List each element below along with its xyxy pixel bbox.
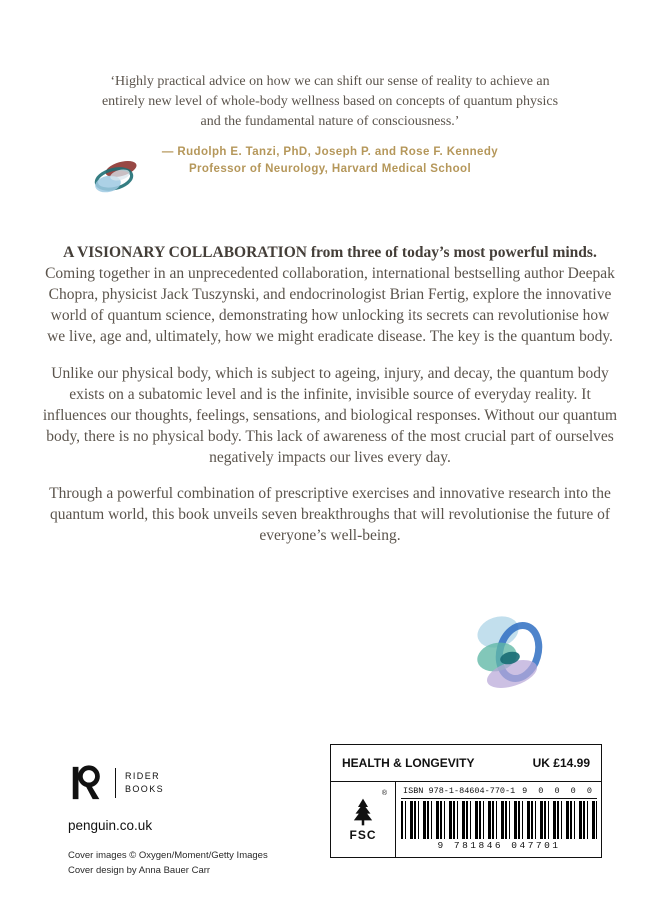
barcode-row [331, 782, 601, 857]
attribution-line-1: — Rudolph E. Tanzi, PhD, Joseph P. and Rose F. Kennedy [161, 145, 499, 158]
back-cover-copy [42, 242, 618, 546]
retail-info-box [330, 744, 602, 858]
attribution-line-2: Professor of Neurology, Harvard Medical School [188, 162, 472, 175]
barcode-supplement: 9 0 0 0 0 [522, 786, 595, 796]
paragraph-lead-bold: A VISIONARY COLLABORATION from three of today’s most powerful minds. [63, 244, 597, 262]
price-label: UK £14.99 [532, 756, 590, 770]
barcode-number: 9 781846 047701 [437, 840, 561, 851]
fsc-label: FSC [349, 828, 377, 842]
isbn-label: ISBN 978-1-84604-770-1 [403, 786, 516, 796]
swirl-large-icon [460, 606, 556, 702]
publisher-block [68, 764, 164, 802]
paragraph-quantum-body: Unlike our physical body, which is subject to ageing, injury, and decay, the quantum body exists on a subatomic level and is the infinite, invisible source of everyday reality. It influences our thoughts, feelings, sensations, and biological responses. Without our quantum body, there is no physical body. This lack of awareness of the most crucial part of ourselves negatively impacts our lives every day. [42, 364, 618, 466]
quote-attribution [115, 144, 545, 179]
barcode-bars [401, 801, 597, 839]
publisher-name [125, 770, 164, 796]
paragraph-lead-rest: Coming together in an unprecedented collaboration, international bestselling author Deepak Chopra, physicist Jack Tuszynski, and endocrinologist Brian Fertig, explore the innovative world of quantum science, demonstrating how unlocking its secrets can revolutionise how we live, age and, ultimately, how we might eradicate disease. The key is the quantum body. [45, 265, 615, 346]
rider-books-logo-icon [68, 764, 106, 802]
isbn-row [401, 785, 597, 799]
cover-credits [68, 848, 268, 878]
barcode-cell [395, 782, 601, 857]
swirl-small-icon [90, 156, 146, 206]
review-quote: ‘Highly practical advice on how we can shift our sense of reality to achieve an entirely new level of whole-body wellness based on concepts of quantum physics and the fundamental nature of consciousness.’ [101, 74, 559, 129]
fsc-logo [331, 782, 395, 857]
category-label: HEALTH & LONGEVITY [342, 756, 475, 770]
publisher-website: penguin.co.uk [68, 818, 153, 833]
quantum-swirl-small-graphic [90, 156, 146, 211]
cover-credit-design: Cover design by Anna Bauer Carr [68, 865, 211, 877]
quantum-swirl-large-graphic [460, 606, 556, 707]
fsc-registered-mark: ® [381, 790, 387, 797]
publisher-divider [115, 768, 116, 798]
publisher-name-line1: RIDER [125, 770, 161, 781]
cover-credit-images: Cover images © Oxygen/Moment/Getty Images [68, 850, 268, 861]
category-price-row [331, 745, 601, 782]
paragraph-collaboration [42, 242, 618, 347]
fsc-tree-icon [348, 797, 378, 827]
publisher-name-line2: BOOKS [125, 784, 165, 794]
paragraph-breakthroughs: Through a powerful combination of prescriptive exercises and innovative research into the quantum world, this book unveils seven breakthroughs that will revolutionise the future of everyone’s well-being. [49, 484, 611, 545]
